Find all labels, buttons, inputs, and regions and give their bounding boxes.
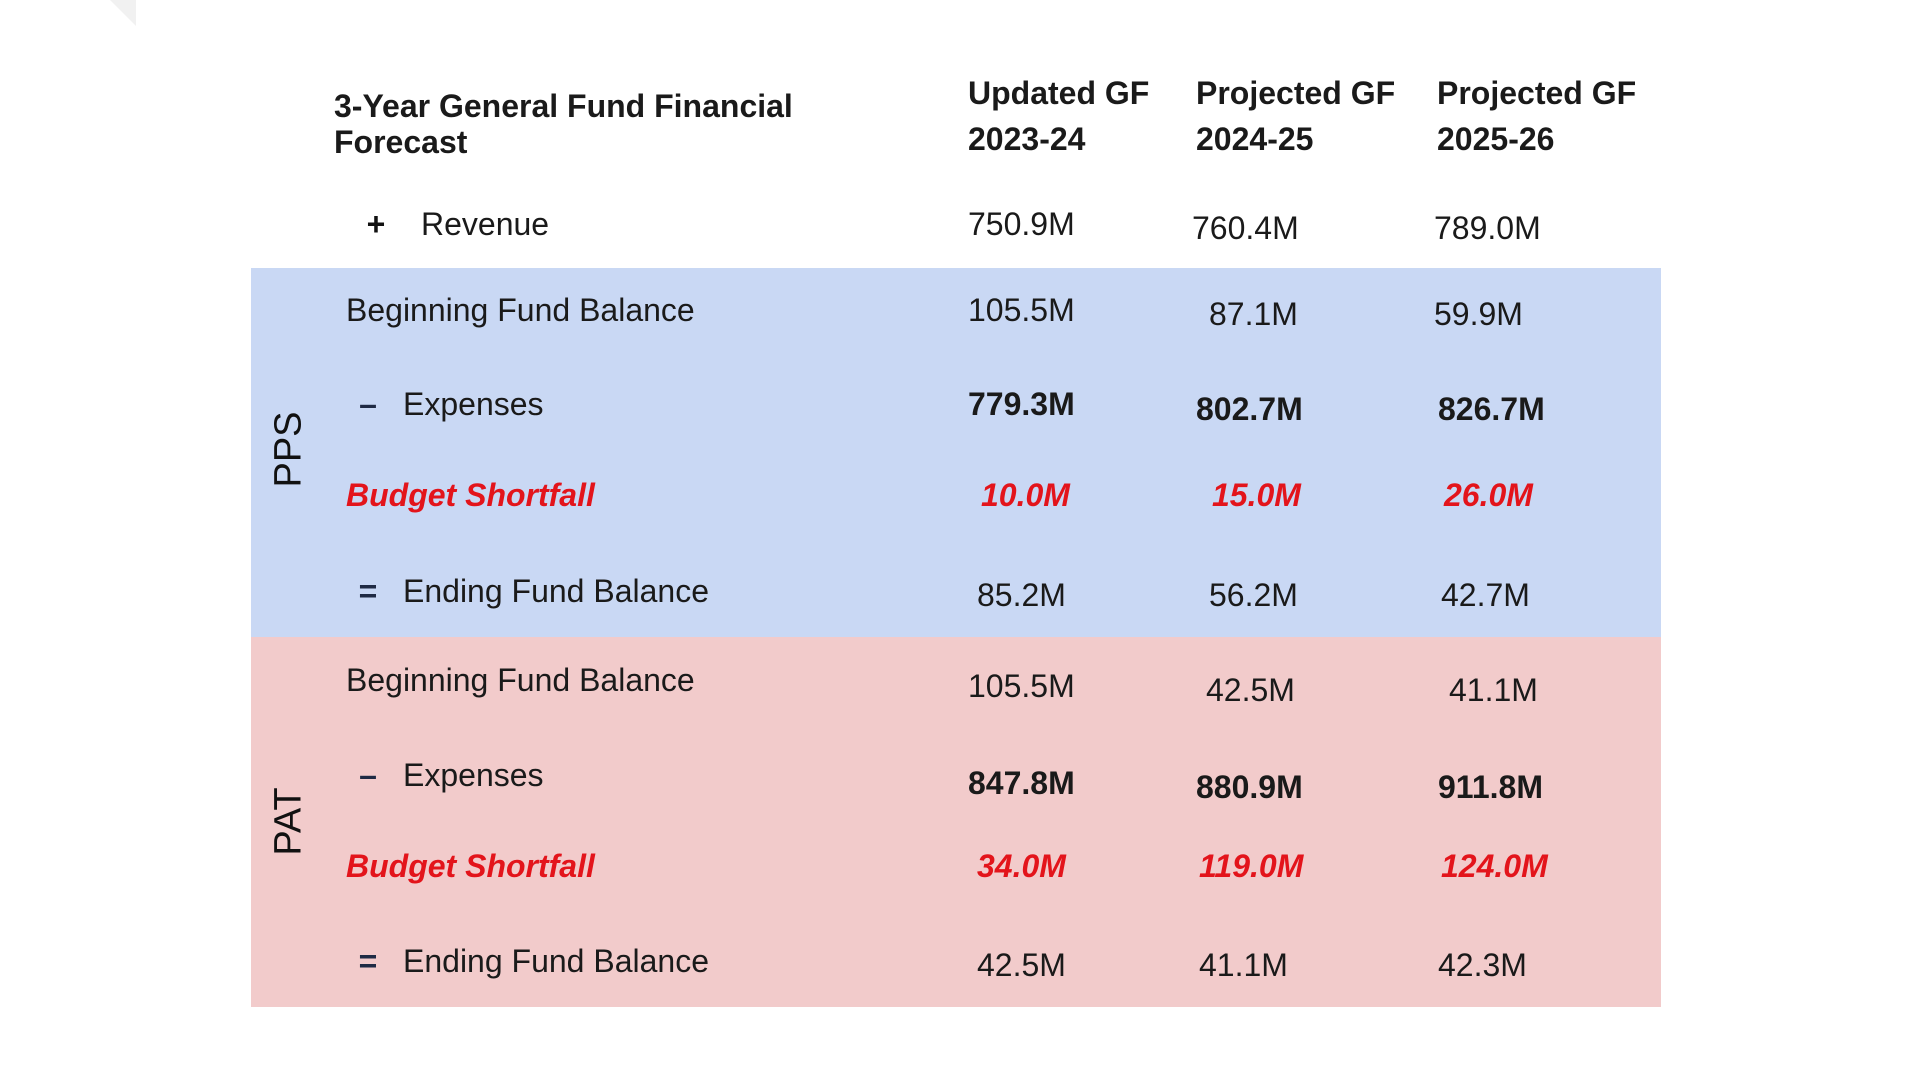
pps-beginning-label: Beginning Fund Balance bbox=[346, 292, 695, 328]
pps-ending-row bbox=[0, 566, 1920, 616]
pps-beginning-2023-24: 105.5M bbox=[968, 292, 1075, 328]
pat-ending-label: Ending Fund Balance bbox=[403, 943, 709, 979]
revenue-2023-24: 750.9M bbox=[968, 206, 1075, 242]
equals-operator: = bbox=[358, 943, 378, 979]
pat-beginning-2024-25: 42.5M bbox=[1206, 672, 1295, 708]
pps-expenses-row bbox=[0, 379, 1920, 429]
column-header-line1: Projected GF bbox=[1437, 75, 1637, 111]
revenue-row bbox=[0, 199, 1920, 249]
column-header-2023-24 bbox=[968, 70, 1149, 162]
pat-shortfall-2024-25: 119.0M bbox=[1199, 848, 1304, 884]
pps-beginning-row bbox=[0, 285, 1920, 335]
pps-expenses-2023-24: 779.3M bbox=[968, 386, 1075, 422]
pat-beginning-label: Beginning Fund Balance bbox=[346, 662, 695, 698]
pat-beginning-2025-26: 41.1M bbox=[1449, 672, 1538, 708]
pat-expenses-2023-24: 847.8M bbox=[968, 765, 1075, 801]
pps-expenses-label: Expenses bbox=[403, 386, 544, 422]
pps-expenses-2024-25: 802.7M bbox=[1196, 391, 1303, 427]
plus-operator: + bbox=[366, 206, 386, 242]
pps-ending-label: Ending Fund Balance bbox=[403, 573, 709, 609]
pat-beginning-row bbox=[0, 655, 1920, 708]
minus-operator: – bbox=[359, 386, 377, 422]
column-header-2025-26 bbox=[1437, 70, 1636, 162]
pps-expenses-2025-26: 826.7M bbox=[1438, 391, 1545, 427]
pps-ending-2023-24: 85.2M bbox=[977, 577, 1066, 613]
pat-ending-2024-25: 41.1M bbox=[1199, 947, 1288, 983]
column-header-2024-25 bbox=[1196, 70, 1395, 162]
revenue-2024-25: 760.4M bbox=[1192, 210, 1299, 246]
pps-shortfall-label: Budget Shortfall bbox=[346, 477, 595, 513]
table-title: 3-Year General Fund Financial Forecast bbox=[334, 88, 793, 160]
pps-shortfall-2023-24: 10.0M bbox=[981, 477, 1070, 513]
pps-label: PPS bbox=[267, 411, 310, 488]
revenue-2025-26: 789.0M bbox=[1434, 210, 1541, 246]
column-header-line2: 2025-26 bbox=[1437, 121, 1555, 157]
pps-ending-2024-25: 56.2M bbox=[1209, 577, 1298, 613]
equals-operator: = bbox=[358, 573, 378, 609]
column-header-line2: 2024-25 bbox=[1196, 121, 1314, 157]
pps-shortfall-2024-25: 15.0M bbox=[1212, 477, 1301, 513]
pps-ending-2025-26: 42.7M bbox=[1441, 577, 1530, 613]
corner-decoration bbox=[110, 0, 136, 26]
pat-expenses-2024-25: 880.9M bbox=[1196, 769, 1303, 805]
revenue-label: Revenue bbox=[421, 206, 550, 242]
pat-expenses-2025-26: 911.8M bbox=[1438, 769, 1543, 805]
pat-beginning-2023-24: 105.5M bbox=[968, 668, 1075, 704]
minus-operator: – bbox=[359, 757, 377, 793]
pat-expenses-label: Expenses bbox=[403, 757, 544, 793]
pps-beginning-2025-26: 59.9M bbox=[1434, 296, 1523, 332]
pat-label: PAT bbox=[267, 787, 310, 856]
pat-ending-row bbox=[0, 936, 1920, 986]
pat-shortfall-2025-26: 124.0M bbox=[1441, 848, 1548, 884]
pps-beginning-2024-25: 87.1M bbox=[1209, 296, 1298, 332]
column-header-line1: Projected GF bbox=[1196, 75, 1396, 111]
pps-shortfall-row bbox=[0, 470, 1920, 520]
pat-shortfall-2023-24: 34.0M bbox=[977, 848, 1066, 884]
column-header-line1: Updated GF bbox=[968, 75, 1150, 111]
column-header-line2: 2023-24 bbox=[968, 121, 1086, 157]
pat-shortfall-label: Budget Shortfall bbox=[346, 848, 595, 884]
pat-ending-2025-26: 42.3M bbox=[1438, 947, 1527, 983]
pat-expenses-row bbox=[0, 750, 1920, 805]
pat-ending-2023-24: 42.5M bbox=[977, 947, 1066, 983]
pat-shortfall-row bbox=[0, 841, 1920, 891]
pps-shortfall-2025-26: 26.0M bbox=[1444, 477, 1533, 513]
